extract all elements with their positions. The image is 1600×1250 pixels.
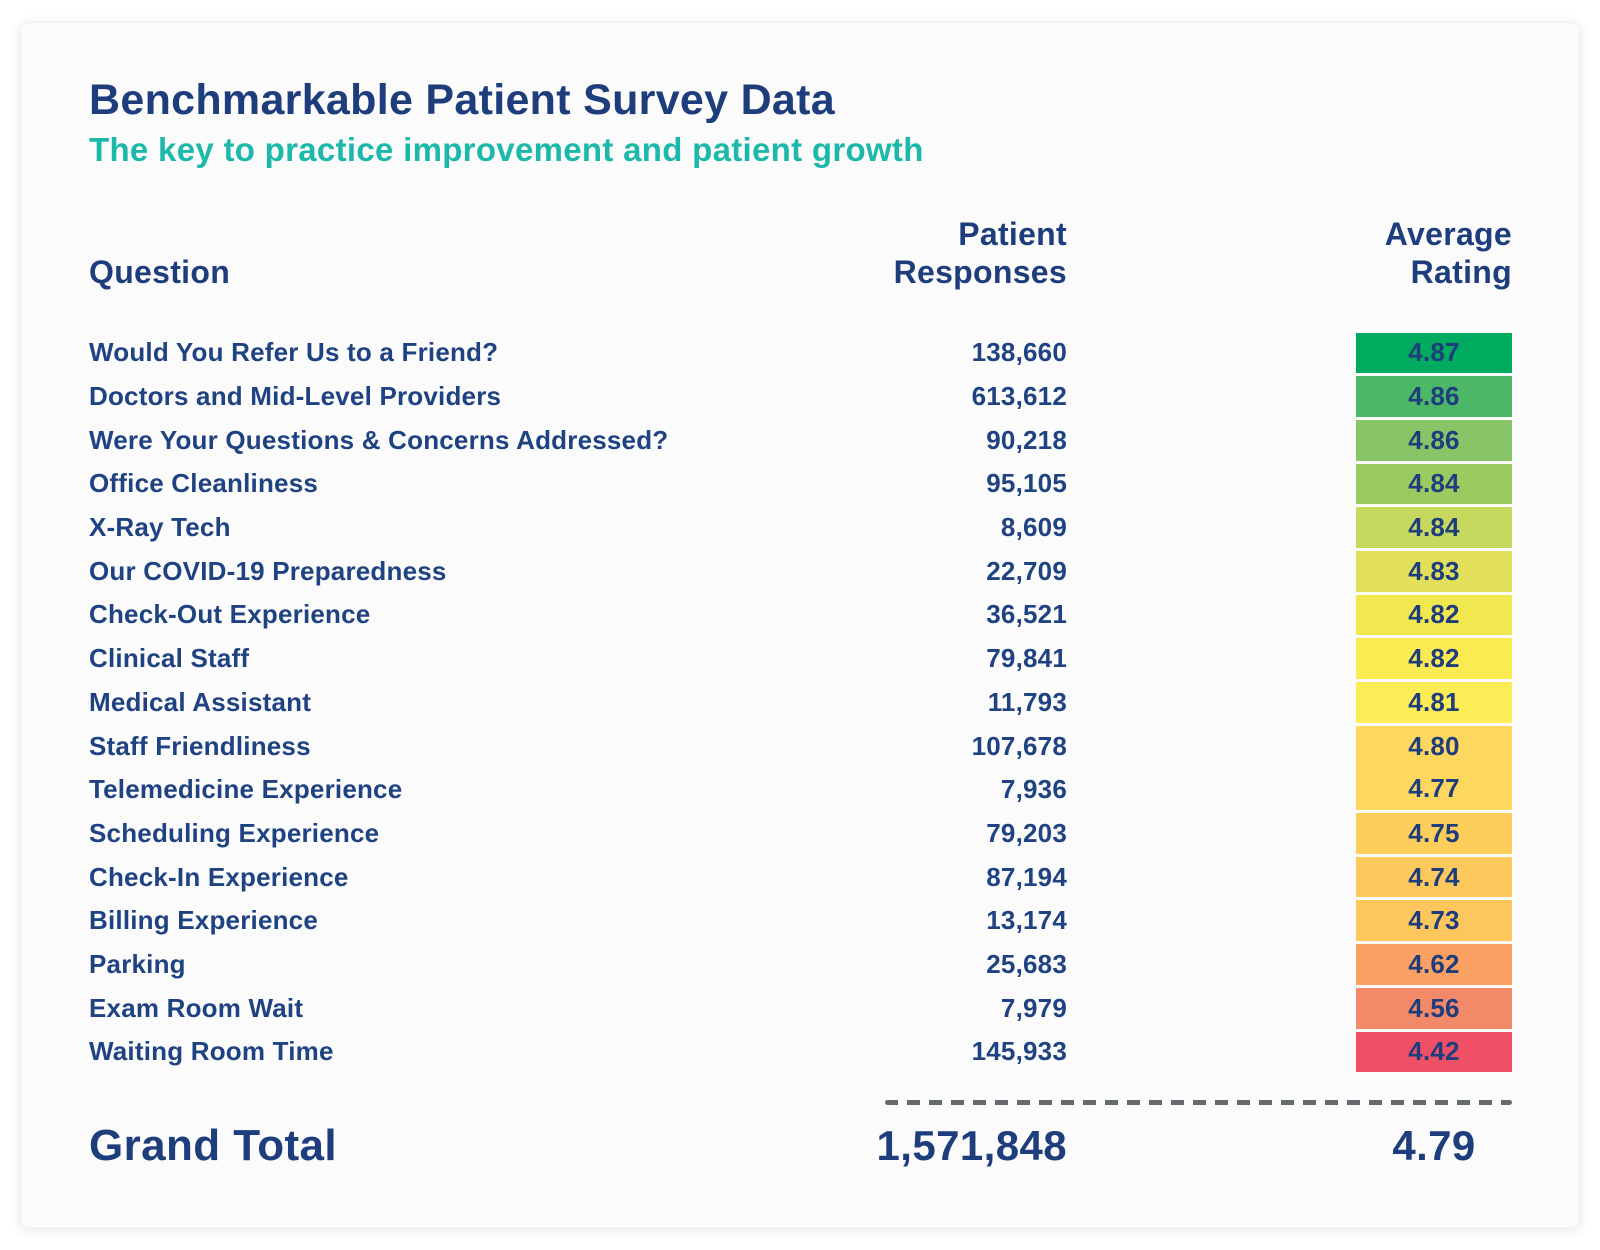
page-title: Benchmarkable Patient Survey Data xyxy=(89,76,835,124)
responses-value: 138,660 xyxy=(971,337,1067,368)
table-row xyxy=(89,593,1512,637)
survey-data-card xyxy=(20,22,1580,1228)
question-label: Staff Friendliness xyxy=(89,730,311,761)
grand-total-rating: 4.79 xyxy=(1392,1121,1476,1169)
responses-value: 11,793 xyxy=(987,686,1067,717)
table-row xyxy=(89,986,1512,1030)
grand-total-responses: 1,571,848 xyxy=(876,1121,1067,1169)
rating-cell xyxy=(1356,768,1512,810)
rating-value: 4.81 xyxy=(1408,686,1460,717)
table-row xyxy=(89,899,1512,943)
question-label: X-Ray Tech xyxy=(89,512,231,543)
table-row xyxy=(89,462,1512,506)
rating-cell xyxy=(1356,857,1512,898)
table-row xyxy=(89,506,1512,550)
rating-cell xyxy=(1356,900,1512,941)
table-row xyxy=(89,1030,1512,1074)
responses-value: 25,683 xyxy=(986,948,1067,979)
question-label: Clinical Staff xyxy=(89,643,250,674)
rating-value: 4.82 xyxy=(1408,599,1460,630)
rating-value: 4.84 xyxy=(1408,512,1460,543)
table-row xyxy=(89,943,1512,987)
rating-value: 4.87 xyxy=(1408,337,1460,368)
rating-cell xyxy=(1356,420,1512,461)
responses-value: 79,203 xyxy=(986,817,1067,848)
grand-total-row xyxy=(89,1119,1512,1173)
question-label: Would You Refer Us to a Friend? xyxy=(89,337,499,368)
responses-value: 107,678 xyxy=(971,730,1067,761)
table-row xyxy=(89,681,1512,725)
responses-value: 79,841 xyxy=(986,643,1067,674)
table-row xyxy=(89,637,1512,681)
total-separator-row xyxy=(89,1100,1512,1105)
rating-cell xyxy=(1356,1032,1512,1073)
rating-cell xyxy=(1356,376,1512,417)
question-label: Were Your Questions & Concerns Addressed? xyxy=(89,424,669,455)
rating-cell xyxy=(1356,944,1512,985)
rating-value: 4.86 xyxy=(1408,381,1460,412)
rating-value: 4.84 xyxy=(1408,468,1460,499)
table-row xyxy=(89,724,1512,768)
question-label: Scheduling Experience xyxy=(89,817,380,848)
table-row xyxy=(89,768,1512,812)
table-row xyxy=(89,549,1512,593)
table-row xyxy=(89,855,1512,899)
rating-value: 4.83 xyxy=(1408,555,1460,586)
rating-cell xyxy=(1356,551,1512,592)
rating-value: 4.80 xyxy=(1408,731,1460,762)
responses-value: 7,979 xyxy=(1000,992,1067,1023)
rating-value: 4.82 xyxy=(1408,643,1460,674)
question-label: Parking xyxy=(89,948,186,979)
rating-cell xyxy=(1356,682,1512,723)
question-label: Check-Out Experience xyxy=(89,599,371,630)
rating-cell xyxy=(1356,333,1512,374)
rating-value: 4.74 xyxy=(1408,861,1460,892)
rating-cell xyxy=(1356,988,1512,1029)
table-row xyxy=(89,418,1512,462)
rating-value: 4.42 xyxy=(1408,1036,1460,1067)
rating-cell xyxy=(1356,813,1512,854)
rating-cell xyxy=(1356,595,1512,636)
rating-cell xyxy=(1356,638,1512,679)
separator-spacer xyxy=(89,1100,885,1105)
question-label: Doctors and Mid-Level Providers xyxy=(89,381,502,412)
responses-value: 7,936 xyxy=(1000,774,1067,805)
responses-value: 8,609 xyxy=(1000,512,1067,543)
question-label: Medical Assistant xyxy=(89,686,312,717)
rating-cell xyxy=(1356,507,1512,548)
rating-cell xyxy=(1356,726,1512,768)
rating-value: 4.77 xyxy=(1408,773,1460,804)
responses-value: 145,933 xyxy=(971,1036,1067,1067)
dashed-divider xyxy=(885,1100,1512,1105)
table-header-row xyxy=(89,215,1512,291)
question-label: Exam Room Wait xyxy=(89,992,304,1023)
responses-value: 613,612 xyxy=(971,381,1067,412)
question-label: Billing Experience xyxy=(89,905,319,936)
responses-value: 95,105 xyxy=(986,468,1067,499)
responses-value: 87,194 xyxy=(986,861,1067,892)
rating-value: 4.62 xyxy=(1408,948,1460,979)
question-label: Waiting Room Time xyxy=(89,1036,334,1067)
column-header-question: Question xyxy=(89,254,231,290)
table-row xyxy=(89,375,1512,419)
column-header-patient-responses: Patient Responses xyxy=(893,216,1067,290)
rating-value: 4.56 xyxy=(1408,992,1460,1023)
table-body xyxy=(89,331,1512,1074)
question-label: Check-In Experience xyxy=(89,861,349,892)
page-subtitle: The key to practice improvement and patient growth xyxy=(89,131,924,168)
responses-value: 13,174 xyxy=(986,905,1067,936)
column-header-average-rating: Average Rating xyxy=(1384,216,1512,290)
table-row xyxy=(89,331,1512,375)
table-row xyxy=(89,812,1512,856)
question-label: Telemedicine Experience xyxy=(89,774,403,805)
responses-value: 36,521 xyxy=(986,599,1067,630)
responses-value: 22,709 xyxy=(986,555,1067,586)
rating-value: 4.86 xyxy=(1408,424,1460,455)
rating-cell xyxy=(1356,464,1512,505)
rating-value: 4.75 xyxy=(1408,817,1460,848)
question-label: Our COVID-19 Preparedness xyxy=(89,555,447,586)
question-label: Office Cleanliness xyxy=(89,468,319,499)
rating-value: 4.73 xyxy=(1408,905,1460,936)
responses-value: 90,218 xyxy=(986,424,1067,455)
grand-total-label: Grand Total xyxy=(89,1120,338,1170)
